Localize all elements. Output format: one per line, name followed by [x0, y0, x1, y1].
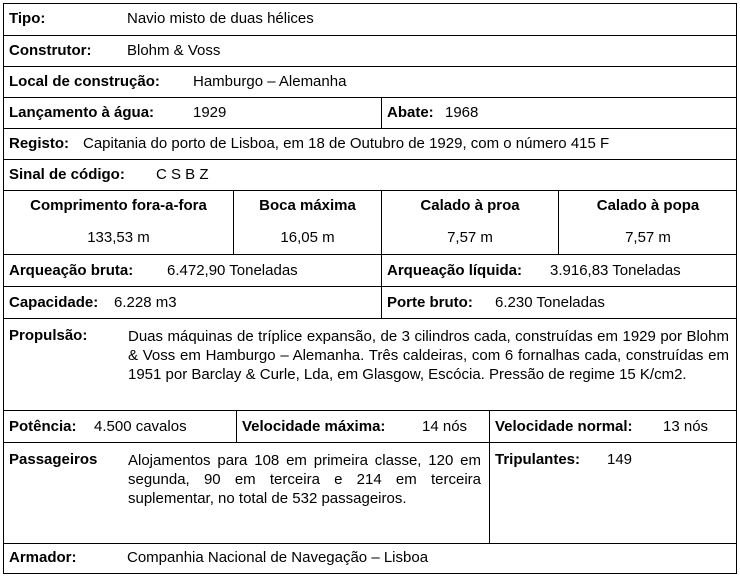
- vel-max-value: 14 nós: [422, 418, 468, 435]
- capacidade-label: Capacidade:: [9, 294, 99, 311]
- passageiros-value: Alojamentos para 108 em primeira classe, 120 em segunda, 90 em terceira e 214 em terceira suplementar, no total de 532 passageiros.: [128, 452, 481, 507]
- tripulantes-value: 149: [607, 451, 633, 468]
- vel-max-label: Velocidade máxima:: [242, 418, 386, 435]
- registo-label: Registo:: [9, 135, 69, 152]
- registo-value: Capitania do porto de Lisboa, em 18 de Outubro de 1929, com o número 415 F: [83, 135, 610, 152]
- porte-cell: [381, 287, 737, 318]
- construtor-label: Construtor:: [9, 42, 92, 59]
- arqueacao-bruta-value: 6.472,90 Toneladas: [167, 262, 298, 279]
- comprimento-cell: [4, 191, 233, 254]
- construtor-value: Blohm & Voss: [127, 42, 221, 59]
- arqueacao-bruta-label: Arqueação bruta:: [9, 262, 134, 279]
- row-potencia: [4, 411, 736, 443]
- boca-value: 16,05 m: [280, 229, 335, 246]
- row-dimensoes: [4, 191, 736, 255]
- lancamento-value: 1929: [193, 104, 227, 121]
- comprimento-header: Comprimento fora-a-fora: [30, 197, 207, 214]
- tipo-value: Navio misto de duas hélices: [127, 10, 314, 27]
- potencia-label: Potência:: [9, 418, 77, 435]
- abate-cell: [381, 98, 737, 128]
- vel-normal-value: 13 nós: [663, 418, 709, 435]
- arqueacao-liquida-label: Arqueação líquida:: [387, 262, 523, 279]
- vel-max-cell: [236, 411, 489, 442]
- row-lancamento: [4, 98, 736, 129]
- calado-proa-value: 7,57 m: [447, 229, 493, 246]
- calado-popa-cell: [558, 191, 737, 254]
- row-armador: [4, 544, 736, 574]
- row-tipo: [4, 4, 736, 36]
- porte-value: 6.230 Toneladas: [495, 294, 605, 311]
- vel-normal-label: Velocidade normal:: [495, 418, 633, 435]
- tipo-label: Tipo:: [9, 10, 46, 27]
- calado-popa-header: Calado à popa: [596, 197, 700, 214]
- armador-value: Companhia Nacional de Navegação – Lisboa: [127, 549, 429, 566]
- propulsao-value: Duas máquinas de tríplice expansão, de 3 cilindros cada, construídas em 1929 por Blohm & Voss em Hamburgo – Alemanha. Três caldeiras, com 6 fornalhas cada, construídas em 1951 por Barclay & Curle, Lda, em Glasgow, Escócia. Pressão de regime 15 K/cm2.: [128, 328, 729, 383]
- sinal-value: C S B Z: [156, 166, 209, 183]
- vel-normal-cell: [489, 411, 737, 442]
- row-local: [4, 67, 736, 98]
- potencia-value: 4.500 cavalos: [94, 418, 187, 435]
- calado-proa-cell: [381, 191, 558, 254]
- porte-label: Porte bruto:: [387, 294, 473, 311]
- tripulantes-label: Tripulantes:: [495, 451, 581, 468]
- ship-spec-table: [3, 3, 737, 574]
- abate-label: Abate:: [387, 104, 434, 121]
- boca-header: Boca máxima: [259, 197, 356, 214]
- local-value: Hamburgo – Alemanha: [193, 73, 347, 90]
- lancamento-label: Lançamento à água:: [9, 104, 155, 121]
- row-registo: [4, 129, 736, 160]
- capacidade-value: 6.228 m3: [114, 294, 177, 311]
- calado-popa-value: 7,57 m: [625, 229, 671, 246]
- local-label: Local de construção:: [9, 73, 160, 90]
- tripulantes-cell: [489, 443, 737, 543]
- row-propulsao: [4, 319, 736, 411]
- passageiros-label: Passageiros: [9, 451, 98, 468]
- row-sinal: [4, 160, 736, 191]
- row-construtor: [4, 36, 736, 67]
- boca-cell: [233, 191, 381, 254]
- abate-value: 1968: [445, 104, 479, 121]
- sinal-label: Sinal de código:: [9, 166, 125, 183]
- row-capacidade: [4, 287, 736, 319]
- arqueacao-liquida-value: 3.916,83 Toneladas: [550, 262, 681, 279]
- armador-label: Armador:: [9, 549, 77, 566]
- propulsao-label: Propulsão:: [9, 327, 88, 344]
- row-arqueacao: [4, 255, 736, 287]
- calado-proa-header: Calado à proa: [420, 197, 520, 214]
- comprimento-value: 133,53 m: [87, 229, 150, 246]
- row-passageiros: [4, 443, 736, 544]
- arqueacao-liquida-cell: [381, 255, 737, 286]
